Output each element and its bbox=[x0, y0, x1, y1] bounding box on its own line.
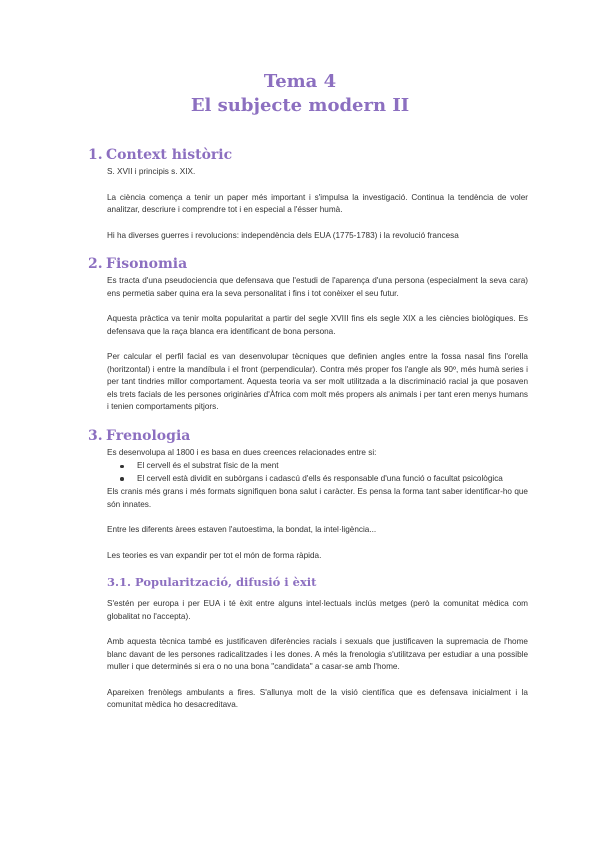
paragraph: S. XVII i principis s. XIX. bbox=[107, 167, 196, 176]
paragraph: S'estén per europa i per EUA i té èxit entre alguns intel·lectuals inclús metges (però la comunitat mèdica com globalitat no l'accepta). bbox=[107, 599, 528, 621]
paragraph: Els cranis més grans i més formats signifiquen bona salut i caràcter. Es pensa la forma tant saber identificar-ho que són innates. bbox=[107, 487, 528, 509]
section-heading bbox=[88, 427, 528, 445]
section-number: 2. bbox=[88, 256, 103, 272]
paragraph: Per calcular el perfil facial es van desenvolupar tècniques que definien angles entre la fossa nasal fins l'orella (horitzontal) i entre la mandíbula i el front (perpendicular). Contra més proper fos l'angle als 90º, més humà series i per tant tindries millor comportament. Aquesta teoria va ser molt utilitzada a la discriminació racial ja que posaven els trets facials de les persones originàries d'Àfrica com molt més propers als animals i per tant eren menys humans i tenien comportaments pitjors. bbox=[107, 352, 528, 411]
section-title: Fisonomia bbox=[106, 256, 188, 272]
paragraph: Amb aquesta tècnica també es justificaven diferències racials i sexuals que justificaven la supremacia de l'home blanc davant de les persones radicalitzades i les dones. A més la frenologia s'utilitzava per estudiar a una possible muller i que determinés si era o no una bona "candidata" a casar-se amb l'home. bbox=[107, 637, 528, 671]
list-item: El cervell està dividit en subòrgans i cadascú d'ells és responsable d'una funció o facultat psicològica bbox=[107, 473, 528, 486]
section-context-historic bbox=[90, 146, 528, 242]
paragraph: Apareixen frenòlegs ambulants a fires. S'allunya molt de la visió científica que es defensava inicialment i la comunitat mèdica ho desacreditava. bbox=[107, 687, 528, 709]
title-line-2: El subjecte modern II bbox=[190, 95, 410, 116]
paragraph: Es desenvolupa al 1800 i es basa en dues creences relacionades entre si: bbox=[107, 447, 377, 457]
paragraph: Les teories es van expandir per tot el món de forma ràpida. bbox=[107, 550, 322, 560]
subsection-heading: 3.1. Popularització, difusió i èxit bbox=[107, 575, 317, 589]
paragraph: Entre les diferents àrees estaven l'autoestima, la bondat, la intel·ligència... bbox=[107, 525, 377, 534]
title-line-1: Tema 4 bbox=[263, 71, 337, 92]
section-number: 1. bbox=[88, 147, 103, 163]
document-title bbox=[0, 70, 600, 118]
paragraph: Hi ha diverses guerres i revolucions: independència dels EUA (1775-1783) i la revolució francesa bbox=[107, 230, 459, 240]
section-heading bbox=[88, 255, 528, 273]
document-content bbox=[90, 146, 528, 725]
section-frenologia bbox=[90, 427, 528, 712]
paragraph: Es tracta d'una pseudociencia que defensava que l'estudi de l'aparença d'una persona (especialment la seva cara) ens permetia saber quina era la seva personalitat i fins i tot conèixer el seu futur. bbox=[107, 276, 528, 298]
section-fisonomia bbox=[90, 255, 528, 414]
section-number: 3. bbox=[88, 427, 103, 444]
paragraph: Aquesta pràctica va tenir molta popularitat a partir del segle XVIII fins els segle XIX a les ciències biològiques. Es defensava que la raça blanca era identificant de bona persona. bbox=[107, 314, 528, 336]
bullet-list bbox=[107, 460, 528, 485]
list-item: El cervell és el substrat físic de la ment bbox=[107, 460, 528, 473]
section-title: Frenologia bbox=[106, 427, 191, 444]
section-title: Context històric bbox=[106, 147, 233, 163]
paragraph: La ciència comença a tenir un paper més important i s'impulsa la investigació. Continua la tendència de voler analitzar, descriure i comprendre tot i en especial a l'ésser humà. bbox=[107, 192, 528, 214]
section-heading bbox=[88, 146, 528, 164]
